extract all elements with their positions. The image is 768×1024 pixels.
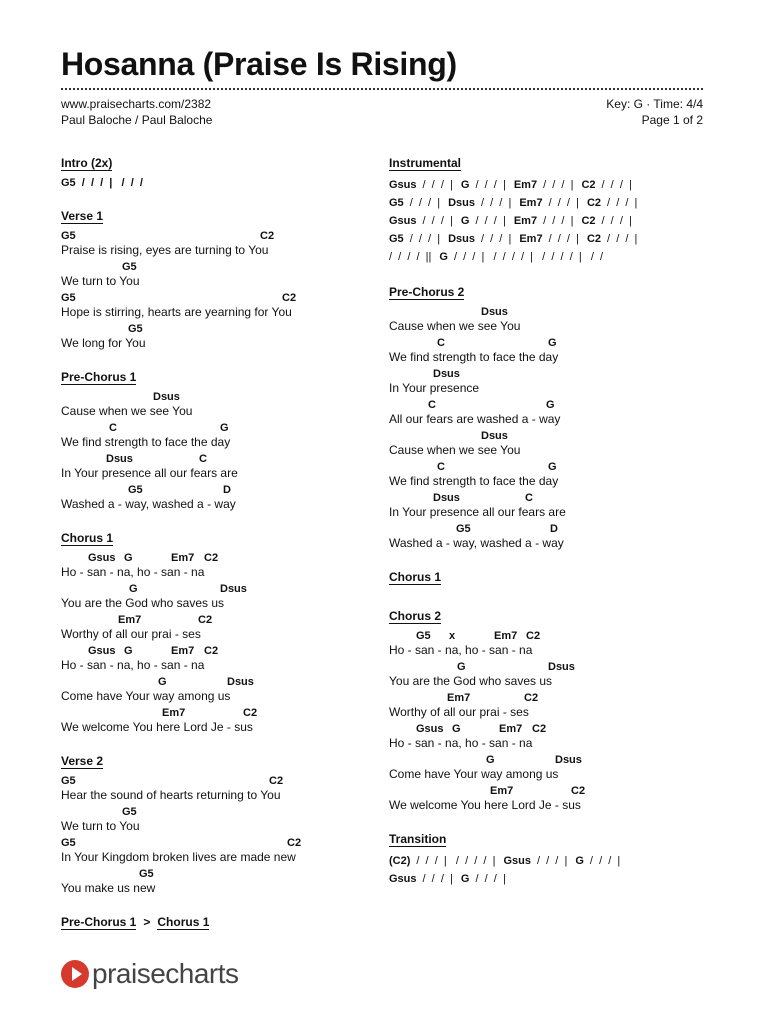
chord: Gsus [389,179,417,191]
lyric-text: You make us new [61,881,156,895]
bar-line [389,230,719,248]
beat-marks: / / / | [589,855,621,867]
chord: G5 [61,292,76,304]
bar-line [389,176,719,194]
chord: G [452,723,461,735]
chord: C2 [524,692,539,704]
chord: Dsus [448,197,475,209]
section-title: Chorus 1 [61,531,114,545]
chord-line [61,706,391,720]
lyric-line [61,582,391,611]
beat-marks: / / / | [422,179,453,191]
lyric-line [389,336,719,365]
beat-marks: / / / | [422,873,453,885]
chord: Em7 [513,215,538,227]
chord-line [389,460,719,474]
chord-line [389,753,719,767]
chord: Gsus [389,873,417,885]
chord: Em7 [513,179,538,191]
chord: Em7 [519,233,543,245]
chord: G5 [122,261,137,273]
chord: G [460,179,470,191]
chord: Dsus [548,661,575,673]
chord: Dsus [106,453,133,465]
lyric-text: Cause when we see You [389,443,521,457]
key-time: Key: G · Time: 4/4 [606,97,703,111]
chord-line [389,691,719,705]
chord-line [61,551,391,565]
lyric-text: Hope is stirring, hearts are yearning for You [61,305,292,319]
chord: Gsus [389,215,417,227]
lyric-line [389,398,719,427]
lyric-line [61,322,391,351]
chord: C2 [581,179,596,191]
lyric-line [389,660,719,689]
beat-marks: / / / | [475,215,506,227]
chord: C [525,492,533,504]
chord-line [61,452,391,466]
lyric-line [61,260,391,289]
beat-marks: / / / | [543,179,574,191]
lyric-line [389,491,719,520]
beat-marks: / / / | [548,233,579,245]
beat-marks: / / / / || [389,251,432,263]
chord: Dsus [448,233,475,245]
song-meta-left [61,96,212,128]
chord-line [389,784,719,798]
chord-line [389,305,719,319]
chord: Dsus [433,368,460,380]
chord: Gsus [88,645,116,657]
song-title: Hosanna (Praise Is Rising) [61,46,457,82]
chord-line [61,390,391,404]
bar-line [389,194,719,212]
song-meta-right [606,96,703,128]
section-pre-chorus-2 [389,283,719,551]
section-verse-1 [61,207,391,351]
chord: Dsus [433,492,460,504]
chord: G [220,422,229,434]
chord: Dsus [481,306,508,318]
chord-line [389,629,719,643]
lyric-line [61,551,391,580]
chord: Dsus [227,676,254,688]
section-title: Instrumental [389,156,462,170]
chord: C [199,453,207,465]
chord: C2 [243,707,258,719]
chord: Em7 [447,692,471,704]
sequence-second: Chorus 1 [157,915,210,929]
intro-bars: G5 / / / | / / / [61,177,143,189]
chord-line [389,722,719,736]
chord: G [575,855,584,867]
chord: G [548,337,557,349]
chord: Dsus [481,430,508,442]
section-transition [389,830,719,888]
lyric-text: Cause when we see You [61,404,193,418]
beat-marks: / / / | [409,197,441,209]
right-column [389,154,719,905]
chord: C2 [260,230,275,242]
beat-marks: / / / | [422,215,453,227]
beat-marks: / / / | [543,215,574,227]
section-title: Verse 2 [61,754,104,768]
lyric-text: Worthy of all our prai - ses [61,627,201,641]
chord: G [546,399,555,411]
song-authors: Paul Baloche / Paul Baloche [61,113,213,127]
lyric-text: Ho - san - na, ho - san - na [61,658,205,672]
lyric-line [389,784,719,813]
beat-marks: / / / | [607,233,638,245]
lyric-line [61,421,391,450]
lyric-text: Cause when we see You [389,319,521,333]
beat-marks: / / / | [548,197,579,209]
chord: D [550,523,558,535]
chord: G5 [128,323,143,335]
section-title: Verse 1 [61,209,104,223]
section-instrumental [389,154,719,266]
lyric-text: Ho - san - na, ho - san - na [61,565,205,579]
chord: C2 [586,233,602,245]
lyric-text: You are the God who saves us [389,674,552,688]
lyric-text: In Your Kingdom broken lives are made new [61,850,296,864]
lyric-text: Praise is rising, eyes are turning to You [61,243,269,257]
chord: Em7 [490,785,514,797]
chord-line [61,805,391,819]
beat-marks: / / / | [601,215,632,227]
lyric-line [61,291,391,320]
beat-marks: / / / | [536,855,568,867]
chord: C2 [198,614,213,626]
play-logo-icon [61,960,89,988]
lyric-line [61,452,391,481]
lyric-text: Washed a - way, washed a - way [389,536,564,550]
lyric-text: Come have Your way among us [61,689,231,703]
lyric-text: We find strength to face the day [389,350,559,364]
lyric-line [61,774,391,803]
chord: G [124,645,133,657]
lyric-text: We welcome You here Lord Je - sus [61,720,253,734]
chord-line [61,774,391,788]
chord: Em7 [171,552,195,564]
bar-line [389,248,719,266]
chord-line [61,867,391,881]
song-url[interactable]: www.praisecharts.com/2382 [61,97,212,111]
lyric-text: Hear the sound of hearts returning to You [61,788,281,802]
lyric-text: You are the God who saves us [61,596,224,610]
beat-marks: / / / | / / / / | / / / / | / / [453,251,604,263]
lyric-line [61,613,391,642]
left-column [61,154,391,948]
chord: C2 [532,723,547,735]
chord-line [61,421,391,435]
section-sequence [61,913,391,931]
chord: Em7 [162,707,186,719]
chord: G5 [139,868,154,880]
lyric-text: We find strength to face the day [61,435,231,449]
chord: C2 [581,215,596,227]
section-title: Chorus 2 [389,609,442,623]
chord: G5 [456,523,471,535]
lyric-text: We find strength to face the day [389,474,559,488]
chord: Gsus [416,723,444,735]
lyric-line [389,305,719,334]
chord: G5 [61,837,76,849]
section-title: Pre-Chorus 2 [389,285,465,299]
chord: G [460,873,470,885]
logo-text: praisecharts [92,958,239,989]
lyric-line [389,691,719,720]
section-title: Intro (2x) [61,156,113,170]
lyric-line [389,429,719,458]
chord: (C2) [389,855,411,867]
praisecharts-logo[interactable] [61,958,239,990]
chord: Dsus [153,391,180,403]
sequence-separator: > [143,915,151,929]
chord: C2 [571,785,586,797]
chord: G5 [122,806,137,818]
chord: G [439,251,448,263]
chord: G5 [61,775,76,787]
chord: G [124,552,133,564]
beat-marks: / / / | [475,873,506,885]
section-title: Chorus 1 [389,570,442,584]
chord: Em7 [171,645,195,657]
chord: C2 [282,292,297,304]
section-pre-chorus-1 [61,368,391,512]
lyric-text: In Your presence all our fears are [389,505,566,519]
section-title: Transition [389,832,447,846]
lyric-line [61,836,391,865]
lyric-text: We long for You [61,336,146,350]
chord: G [460,215,470,227]
chord: Dsus [555,754,582,766]
chord-line [389,522,719,536]
chord: C2 [204,552,219,564]
beat-marks: / / / | / / / / | [416,855,496,867]
lyric-text: Worthy of all our prai - ses [389,705,529,719]
chord: G [158,676,167,688]
lyric-line [389,722,719,751]
chord: G [129,583,138,595]
lyric-text: Ho - san - na, ho - san - na [389,643,533,657]
lyric-text: We turn to You [61,274,140,288]
chord: C [437,461,445,473]
chord: C2 [586,197,602,209]
section-title: Pre-Chorus 1 [61,370,137,384]
chord: C [437,337,445,349]
lyric-text: We turn to You [61,819,140,833]
chord: Gsus [88,552,116,564]
section-chorus-1 [61,529,391,735]
chord-line [389,336,719,350]
bar-line [389,212,719,230]
chord: G5 [389,197,404,209]
lyric-line [61,483,391,512]
chord: Dsus [220,583,247,595]
lyric-text: In Your presence [389,381,480,395]
chord: G5 [416,630,431,642]
chord-line [61,582,391,596]
chord-line [61,613,391,627]
lyric-text: All our fears are washed a - way [389,412,561,426]
chord: Em7 [118,614,142,626]
title-divider [61,88,703,90]
chord-line [61,644,391,658]
sequence-first: Pre-Chorus 1 [61,915,137,929]
chord-line [61,260,391,274]
chord: G5 [61,230,76,242]
bar-line [389,852,719,870]
chord-line [389,398,719,412]
lyric-line [61,867,391,896]
chord: G5 [389,233,404,245]
chord-line [389,367,719,381]
chord-line [389,429,719,443]
chord: D [223,484,231,496]
lyric-line [61,229,391,258]
chord-line [61,291,391,305]
section-verse-2 [61,752,391,896]
chord: Gsus [503,855,531,867]
lyric-line [61,390,391,419]
section-chorus-2 [389,607,719,813]
chord: G [457,661,466,673]
beat-marks: / / / | [601,179,632,191]
lyric-line [389,522,719,551]
chord: C2 [526,630,541,642]
section-chorus-1-ref [389,568,719,590]
chord-line [61,836,391,850]
lyric-line [389,753,719,782]
beat-marks: / / / | [607,197,638,209]
chord: C2 [269,775,284,787]
page-indicator: Page 1 of 2 [641,113,703,127]
chord-line [61,322,391,336]
chord: C [109,422,117,434]
beat-marks: / / / | [480,197,512,209]
lyric-line [389,460,719,489]
lyric-line [61,706,391,735]
chord: C2 [204,645,219,657]
bar-line [389,870,719,888]
beat-marks: / / / | [480,233,512,245]
lyric-text: Washed a - way, washed a - way [61,497,236,511]
lyric-text: We welcome You here Lord Je - sus [389,798,581,812]
lyric-line [61,644,391,673]
chord: G [548,461,557,473]
chord-line [61,675,391,689]
chord-line [389,491,719,505]
chord-line [61,483,391,497]
chord: Em7 [499,723,523,735]
beat-marks: / / / | [475,179,506,191]
lyric-text: Ho - san - na, ho - san - na [389,736,533,750]
chord: Em7 [519,197,543,209]
lyric-line [389,629,719,658]
section-intro [61,154,391,190]
chord-line [389,660,719,674]
chord: C2 [287,837,302,849]
chord: C [428,399,436,411]
beat-marks: / / / | [409,233,441,245]
lyric-text: Come have Your way among us [389,767,559,781]
chord: G [486,754,495,766]
lyric-line [61,805,391,834]
chord: G5 [128,484,143,496]
chord-line [61,229,391,243]
chord: Em7 [494,630,518,642]
chord: x [449,630,456,642]
lyric-text: In Your presence all our fears are [61,466,238,480]
lyric-line [389,367,719,396]
lyric-line [61,675,391,704]
